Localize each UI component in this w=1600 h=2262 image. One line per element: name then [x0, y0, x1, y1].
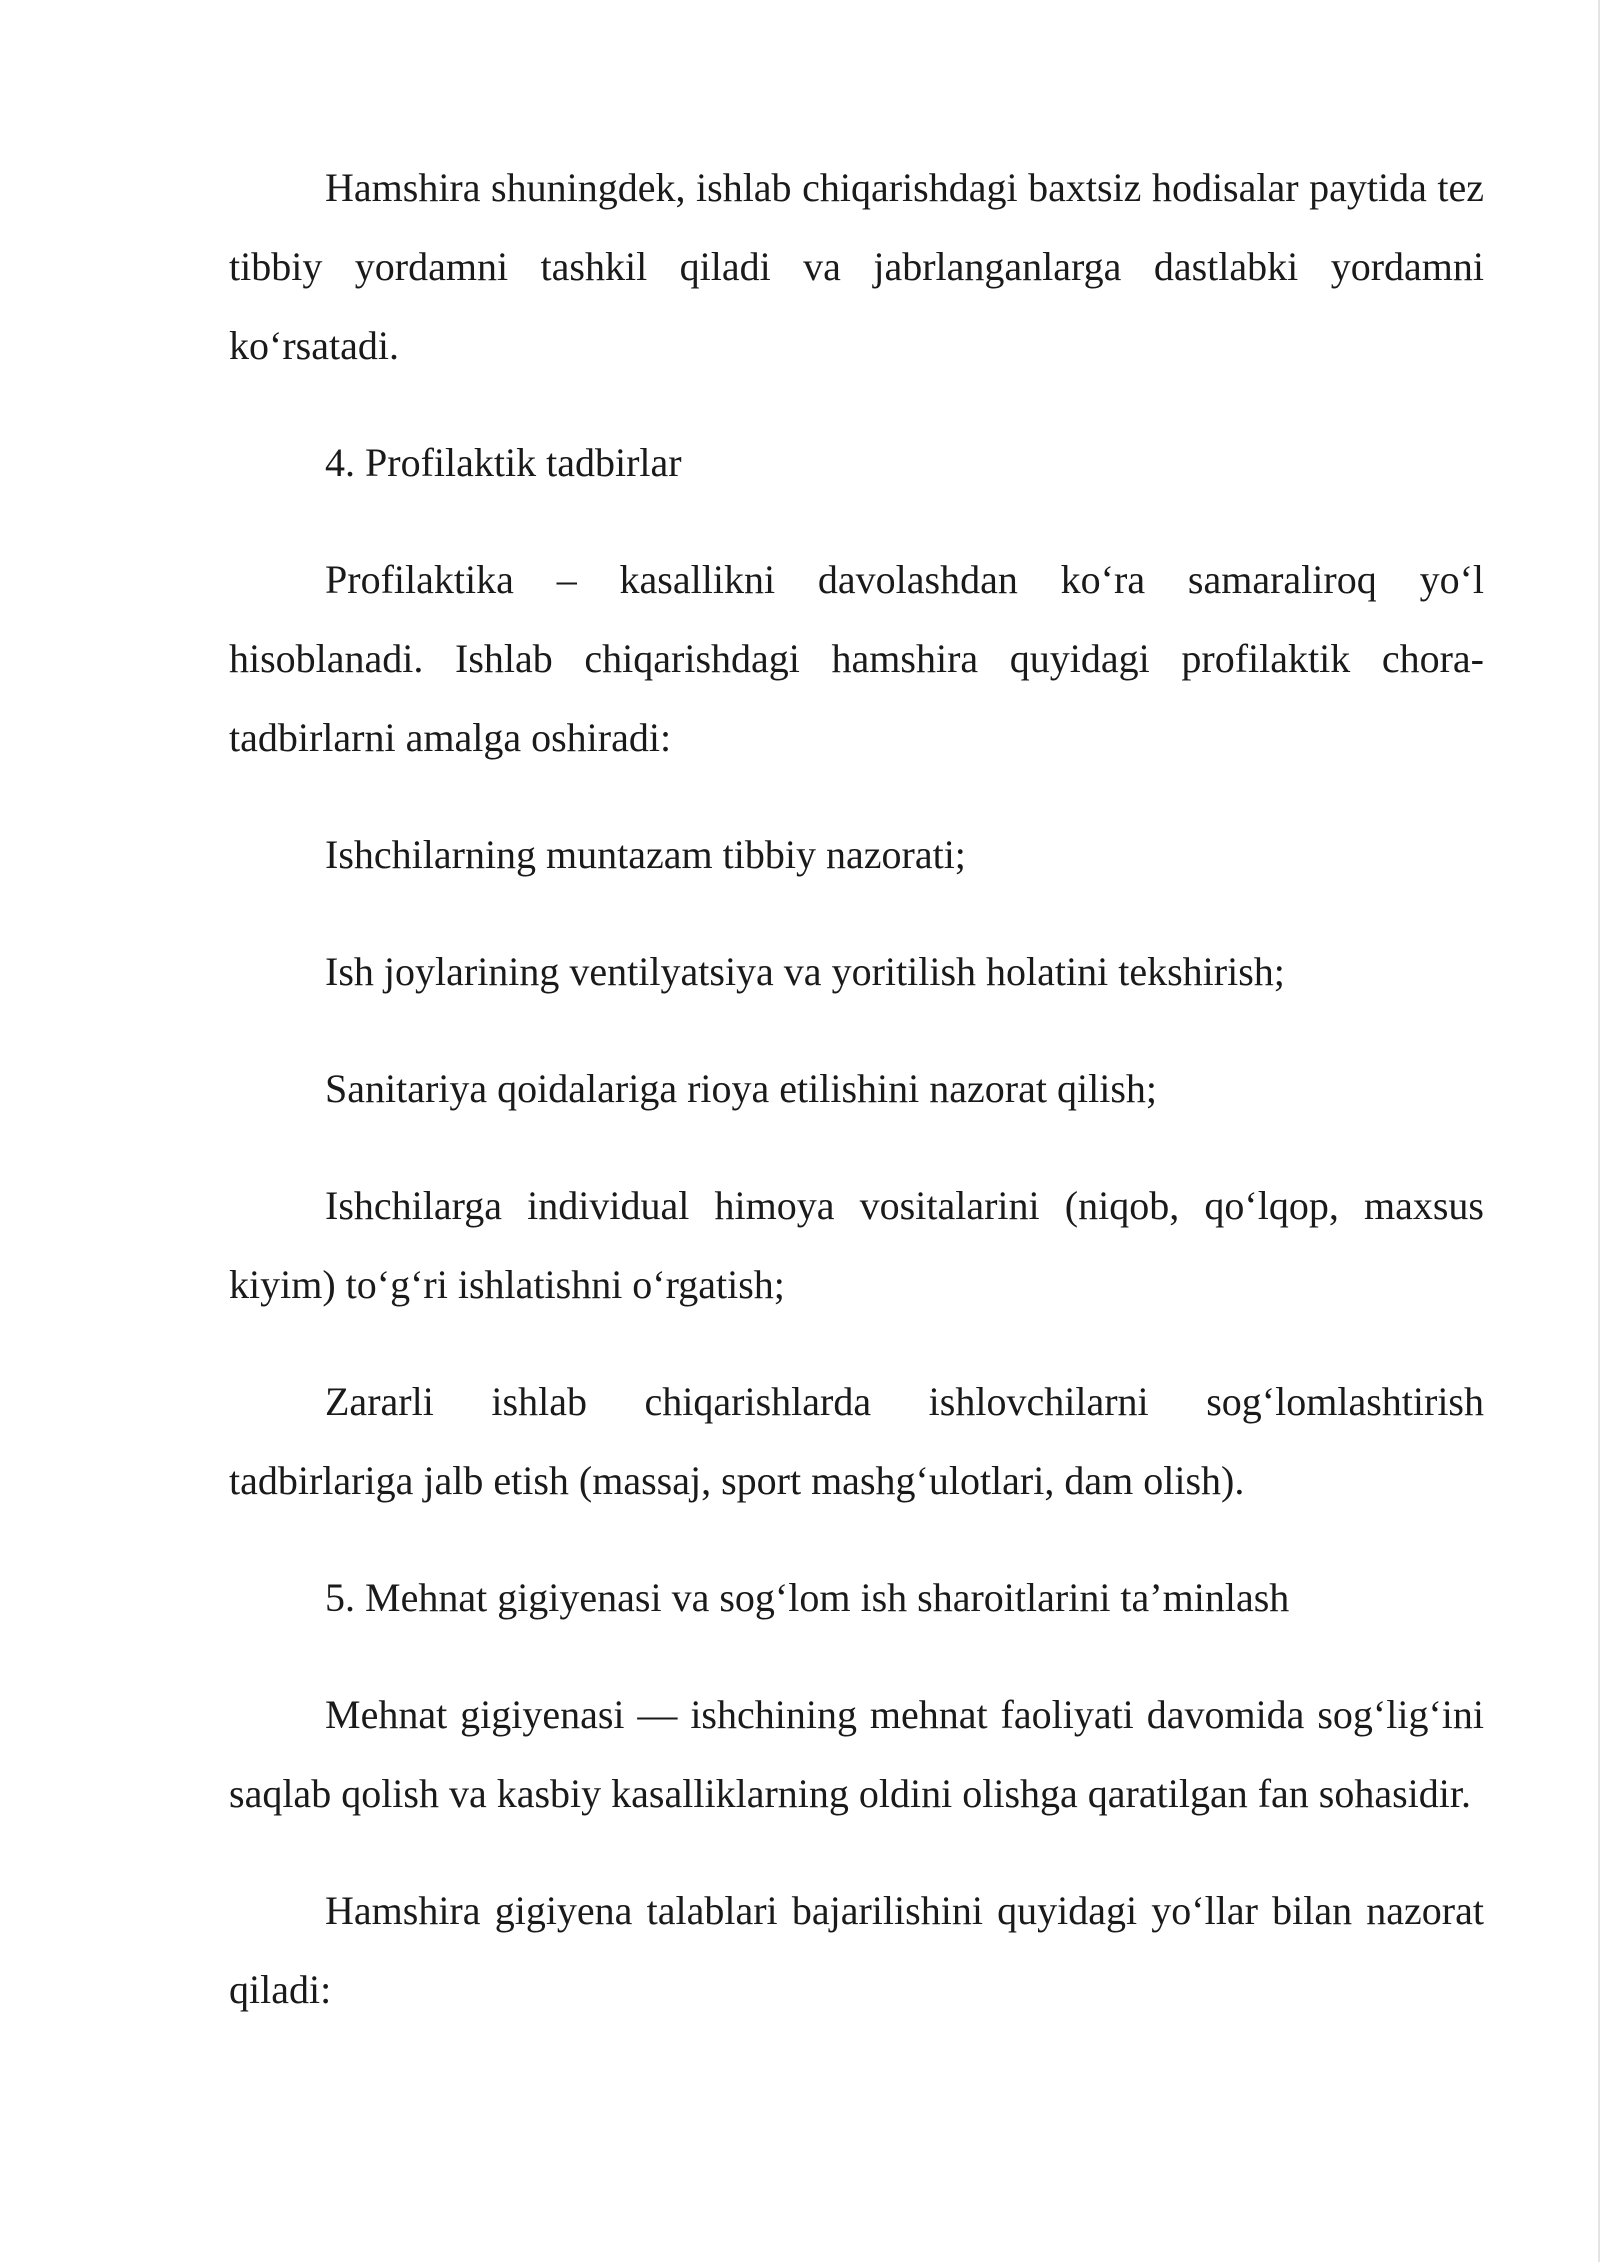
section-heading-occupational-hygiene: 5. Mehnat gigiyenasi va sog‘lom ish sharoitlarini ta’minlash	[325, 1575, 1290, 1620]
paragraph-hygiene-definition: Mehnat gigiyenasi — ishchining mehnat faoliyati davomida sog‘lig‘ini saqlab qolish va kasbiy kasalliklarning oldini olishga qaratilgan fan sohasidir.	[229, 1692, 1484, 1816]
paragraph-first-aid: Hamshira shuningdek, ishlab chiqarishdagi baxtsiz hodisalar paytida tez tibbiy yordamni tashkil qiladi va jabrlanganlarga dastlabki yordamni ko‘rsatadi.	[229, 165, 1484, 368]
section-heading-prevention: 4. Profilaktik tadbirlar	[325, 440, 682, 485]
list-item-ventilation-check: Ish joylarining ventilyatsiya va yoritilish holatini tekshirish;	[325, 949, 1285, 994]
document-body	[229, 148, 1484, 2067]
paragraph-hygiene-control: Hamshira gigiyena talablari bajarilishini quyidagi yo‘llar bilan nazorat qiladi:	[229, 1888, 1484, 2012]
list-item-medical-control: Ishchilarning muntazam tibbiy nazorati;	[325, 832, 966, 877]
list-item-sanitary-rules: Sanitariya qoidalariga rioya etilishini nazorat qilish;	[325, 1066, 1157, 1111]
list-item-protective-equipment: Ishchilarga individual himoya vositalarini (niqob, qo‘lqop, maxsus kiyim) to‘g‘ri ishlatishni o‘rgatish;	[229, 1183, 1484, 1307]
paragraph-prevention-intro: Profilaktika – kasallikni davolashdan ko‘ra samaraliroq yo‘l hisoblanadi. Ishlab chiqarishdagi hamshira quyidagi profilaktik chora-tadbirlarni amalga oshiradi:	[229, 557, 1484, 760]
list-item-health-activities: Zararli ishlab chiqarishlarda ishlovchilarni sog‘lomlashtirish tadbirlariga jalb etish (massaj, sport mashg‘ulotlari, dam olish).	[229, 1379, 1484, 1503]
